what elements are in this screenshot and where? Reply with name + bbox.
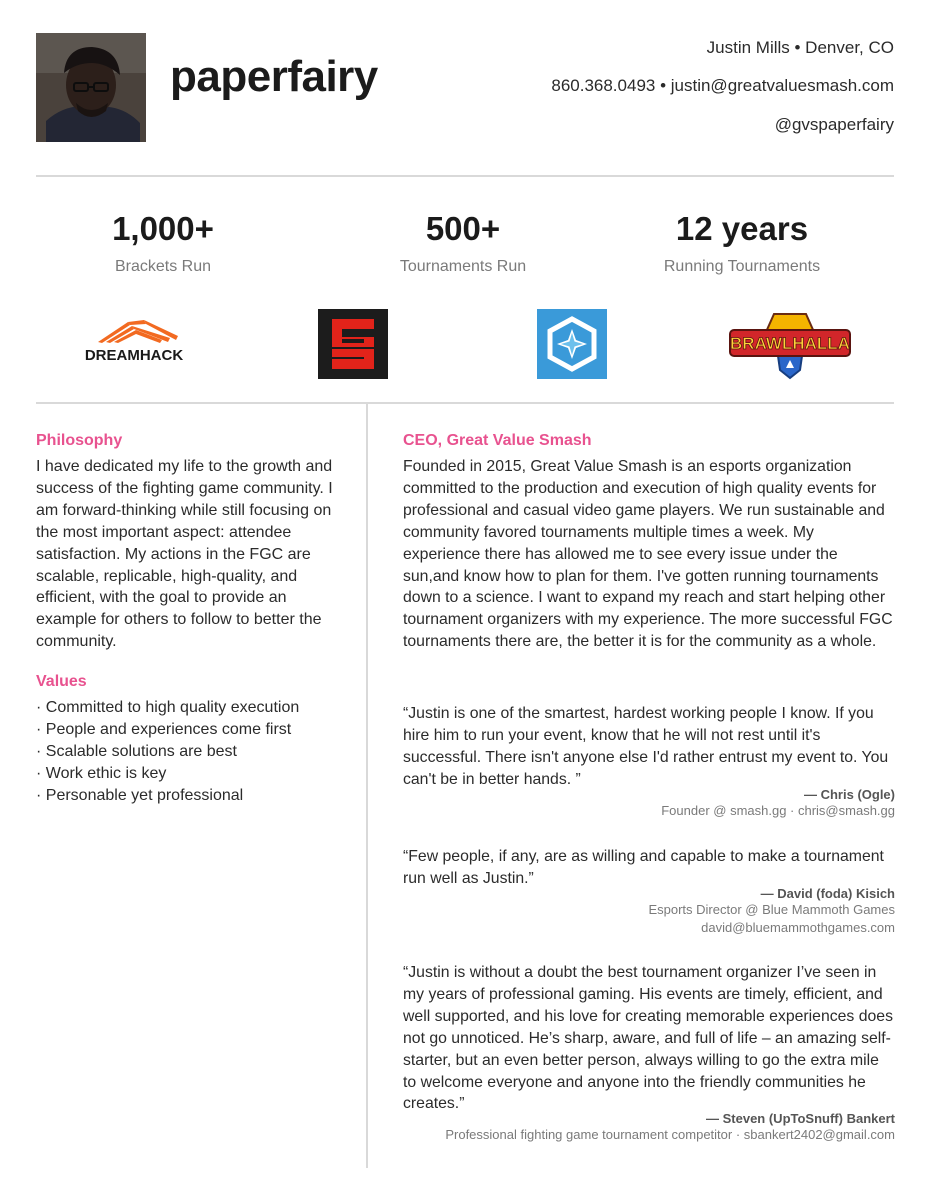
stat-brackets [63, 210, 263, 276]
testimonial-author: — Steven (UpToSnuff) Bankert [706, 1111, 895, 1127]
stat-label: Brackets Run [114, 258, 212, 275]
brawlhalla-wordmark: BRAWLHALLA [730, 334, 850, 353]
values-heading: Values [36, 673, 87, 691]
list-item: · Scalable solutions are best [36, 742, 237, 760]
testimonial-author: — Chris (Ogle) [803, 786, 895, 802]
testimonial [403, 846, 895, 937]
testimonial-author: — David (foda) Kisich [760, 885, 895, 901]
brawlhalla-logo [726, 308, 854, 380]
testimonial-quote: “Justin is one of the smartest, hardest working people I know. If you hire him to run your event, know that he will not rest until it's successful. There isn't anyone else I'd rather entrust my event to. You can't be in better hands. ” [403, 705, 889, 788]
testimonial-meta: david@bluemammothgames.com [701, 919, 895, 935]
philosophy-heading: Philosophy [36, 432, 123, 449]
ceo-heading: CEO, Great Value Smash [403, 432, 592, 449]
stat-value: 1,000+ [112, 210, 214, 247]
testimonial-meta: Esports Director @ Blue Mammoth Games [648, 901, 895, 917]
header-divider [36, 175, 894, 177]
stat-label: Tournaments Run [399, 258, 527, 275]
stat-value: 12 years [675, 210, 809, 247]
stat-label: Running Tournaments [663, 258, 821, 275]
testimonial-meta: Professional fighting game tournament competitor · sbankert2402@gmail.com [445, 1127, 895, 1143]
list-item: · Work ethic is key [36, 764, 167, 782]
stat-value: 500+ [425, 210, 501, 247]
hexagon-star-logo [537, 309, 607, 379]
contact-phone-email: 860.368.0493 • justin@greatvaluesmash.com [551, 76, 894, 95]
dreamhack-logo [70, 316, 198, 364]
contact-name-location: Justin Mills • Denver, CO [706, 38, 894, 57]
stat-years [642, 210, 842, 276]
section-divider [36, 402, 894, 404]
dreamhack-wordmark: DREAMHACK [84, 347, 184, 364]
stat-tournaments [363, 210, 563, 276]
gs-logo [318, 309, 388, 379]
profile-photo [36, 33, 146, 142]
left-column [36, 432, 346, 807]
testimonial [403, 962, 895, 1144]
values-list [36, 697, 346, 807]
philosophy-text: I have dedicated my life to the growth and success of the fighting game community. I am forward-thinking while still focusing on the most important aspect: attendee satisfaction. My actions in the FGC are scalable, replicable, high-quality, and efficient, with the goal to provide an example for others to follow to better the community. [36, 458, 333, 651]
testimonial-meta: Founder @ smash.gg · chris@smash.gg [661, 802, 895, 818]
avatar [36, 33, 146, 142]
testimonial-quote: “Few people, if any, are as willing and capable to make a tournament run well as Justin.” [403, 848, 884, 887]
column-divider [366, 404, 368, 1168]
contact-social-handle: @gvspaperfairy [774, 115, 894, 134]
right-column [403, 432, 895, 653]
list-item: · Committed to high quality execution [36, 699, 300, 717]
list-item: · People and experiences come first [36, 721, 292, 739]
testimonial-quote: “Justin is without a doubt the best tournament organizer I’ve seen in my years of professional gaming. His events are timely, efficient, and well supported, and his love for creating memorable experiences does not go unnoticed. He’s sharp, aware, and full of life – an amazing self-starter, but an even better person, always willing to go the extra mile to welcome everyone and anyone into the friendly communities he creates.” [403, 964, 893, 1113]
ceo-text: Founded in 2015, Great Value Smash is an esports organization committed to the production and execution of high quality events for professional and casual video game players. We run sustainable and community favored tournaments multiple times a week. My experience there has allowed me to see every issue under the sun,and know how to plan for them. I've gotten running tournaments down to a science. I want to expand my reach and start helping other tournament organizers with my experience. The more successful FGC tournaments there are, the better it is for the community as a whole. [403, 458, 893, 651]
testimonial [403, 703, 895, 820]
handle-title: paperfairy [170, 52, 378, 101]
list-item: · Personable yet professional [36, 786, 244, 804]
